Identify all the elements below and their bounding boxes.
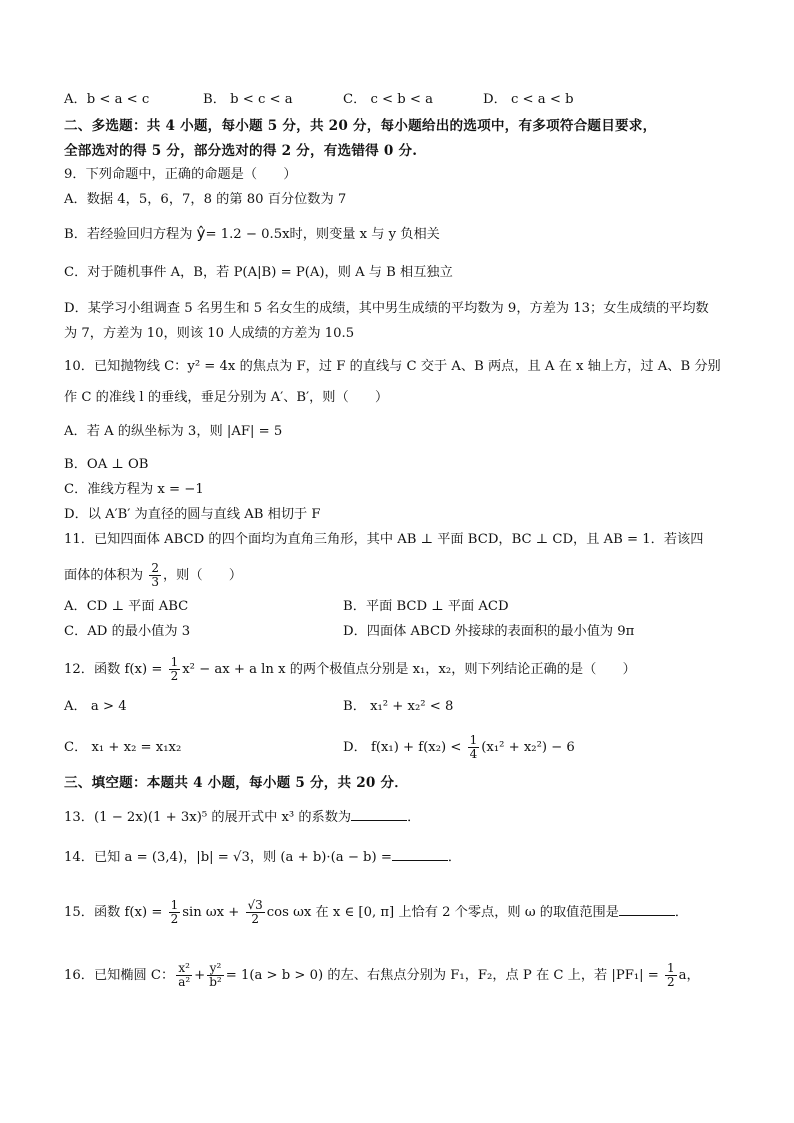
q13-answer-blank[interactable]: [351, 808, 407, 821]
fraction-numerator: 2: [151, 561, 159, 575]
q16-prefix: 16．已知椭圆 C：: [64, 968, 175, 983]
fraction-denominator: 4: [469, 747, 478, 761]
q12-option-d: [343, 734, 575, 761]
q9-option-d-line-1: D．某学习小组调查 5 名男生和 5 名女生的成绩，其中男生成绩的平均数为 9，方差为 13；女生成绩的平均数: [64, 301, 709, 316]
q16-plus: +: [194, 968, 206, 983]
q9-option-a: A．数据 4，5，6，7，8 的第 80 百分位数为 7: [64, 192, 347, 207]
q11-option-d: D．四面体 ABCD 外接球的表面积的最小值为 9π: [343, 624, 635, 639]
option-c-top: C． c < b < a: [343, 92, 434, 107]
q15-prefix: 15．函数 f(x) =: [64, 905, 167, 920]
section-3-title: 三、填空题：本题共 4 小题，每小题 5 分，共 20 分．: [64, 775, 409, 791]
q12-stem-suffix: x² − ax + a ln x 的两个极值点分别是 x₁，x₂，则下列结论正确的是（ ）: [182, 662, 636, 677]
q9-option-b-equation: = 1.2 − 0.5x时，则变量 x 与 y 负相关: [205, 227, 440, 242]
fraction-numerator: 1: [170, 898, 179, 912]
q10-stem-line-2: 作 C 的准线 l 的垂线，垂足分别为 A′、B′，则（ ）: [64, 390, 389, 405]
q9-option-b-prefix: B．若经验回归方程为: [64, 227, 197, 242]
q16-fraction-half: [665, 962, 677, 989]
q13-end: ．: [407, 810, 421, 825]
q15-fraction-1: [169, 899, 181, 926]
q11-volume-fraction: [149, 562, 161, 589]
fraction-numerator: 1: [667, 961, 675, 975]
q12-option-a: A． a > 4: [64, 699, 127, 714]
q10-option-d: D．以 A′B′ 为直径的圆与直线 AB 相切于 F: [64, 507, 321, 522]
q9-option-c: C．对于随机事件 A，B，若 P(A|B) = P(A)，则 A 与 B 相互独立: [64, 265, 453, 280]
fraction-denominator: 2: [251, 912, 259, 926]
fraction-denominator: 2: [170, 912, 179, 926]
fraction-denominator: b²: [209, 975, 222, 989]
q14-answer-blank[interactable]: [392, 848, 448, 861]
q15-middle: sin ωx +: [182, 905, 244, 920]
q9-option-b: [64, 224, 440, 244]
q10-option-c: C．准线方程为 x = −1: [64, 482, 204, 497]
q10-option-a: A．若 A 的纵坐标为 3，则 |AF| = 5: [64, 424, 283, 439]
q11-option-c: C．AD 的最小值为 3: [64, 624, 191, 639]
option-b-top: B． b < c < a: [203, 92, 293, 107]
fraction-numerator: 1: [170, 655, 179, 669]
q12-option-b: B． x₁² + x₂² < 8: [343, 699, 454, 714]
q11-option-a: A．CD ⊥ 平面 ABC: [64, 599, 189, 614]
fraction-numerator: y²: [207, 962, 224, 976]
q13-text: 13．(1 − 2x)(1 + 3x)⁵ 的展开式中 x³ 的系数为: [64, 810, 352, 825]
q9-option-d-line-2: 为 7，方差为 10，则该 10 人成绩的方差为 10.5: [64, 326, 355, 341]
q12-option-c: C． x₁ + x₂ = x₁x₂: [64, 740, 182, 755]
q14-end: ．: [447, 850, 462, 865]
q15-suffix: cos ωx 在 x ∈ [0, π] 上恰有 2 个零点，则 ω 的取值范围是: [266, 905, 619, 920]
q10-option-b: B．OA ⊥ OB: [64, 457, 149, 472]
q12-stem-prefix: 12．函数 f(x) =: [64, 662, 167, 677]
q16-suffix: a，: [678, 968, 700, 983]
y-hat-icon: ŷ: [196, 224, 206, 242]
q11-stem-line-2: [64, 562, 242, 589]
q14-text: 14．已知 a = (3,4)，|b| = √3，则 (a + b)·(a − b) =: [64, 850, 392, 865]
fraction-denominator: 3: [151, 575, 159, 589]
q16-fraction-y: [207, 962, 224, 989]
q15-fraction-2: [246, 899, 265, 926]
section-2-title-line-1: 二、多选题：共 4 小题，每小题 5 分，共 20 分，每小题给出的选项中，有多项符合题目要求，: [64, 118, 657, 134]
q12-half-fraction: [169, 656, 181, 683]
q15-answer-blank[interactable]: [619, 903, 675, 916]
q12-option-d-prefix: D． f(x₁) + f(x₂) <: [343, 740, 466, 755]
fraction-numerator: 1: [469, 733, 478, 747]
q15-end: ．: [674, 905, 689, 920]
q16: [64, 962, 700, 989]
fraction-denominator: 2: [170, 669, 179, 683]
q16-fraction-x: [176, 962, 192, 989]
fraction-numerator: x²: [176, 962, 192, 976]
option-d-top: D． c < a < b: [483, 92, 574, 107]
q16-middle: = 1(a > b > 0) 的左、右焦点分别为 F₁，F₂，点 P 在 C 上，若 |PF₁| =: [225, 968, 664, 983]
q13: [64, 808, 420, 827]
q11-stem-line-1: 11．已知四面体 ABCD 的四个面均为直角三角形，其中 AB ⊥ 平面 BCD，BC ⊥ CD，且 AB = 1．若该四: [64, 532, 704, 547]
q9-stem: 9．下列命题中，正确的命题是（ ）: [64, 167, 297, 182]
q12-quarter-fraction: [468, 734, 480, 761]
q10-stem-line-1: 10．已知抛物线 C：y² = 4x 的焦点为 F，过 F 的直线与 C 交于 A、B 两点，且 A 在 x 轴上方，过 A、B 分别: [64, 359, 721, 374]
q15: [64, 899, 688, 926]
q11-stem-prefix: 面体的体积为: [64, 568, 148, 583]
q12-option-d-suffix: (x₁² + x₂²) − 6: [481, 740, 575, 755]
q14: [64, 848, 461, 867]
q11-option-b: B．平面 BCD ⊥ 平面 ACD: [343, 599, 509, 614]
q12-stem: [64, 656, 636, 683]
option-a-top: A．b < a < c: [64, 92, 150, 107]
q11-stem-suffix: ，则（ ）: [162, 568, 243, 583]
fraction-denominator: 2: [667, 975, 675, 989]
fraction-numerator: √3: [247, 898, 263, 912]
fraction-denominator: a²: [178, 975, 191, 989]
section-2-title-line-2: 全部选对的得 5 分，部分选对的得 2 分，有选错得 0 分.: [64, 143, 418, 159]
